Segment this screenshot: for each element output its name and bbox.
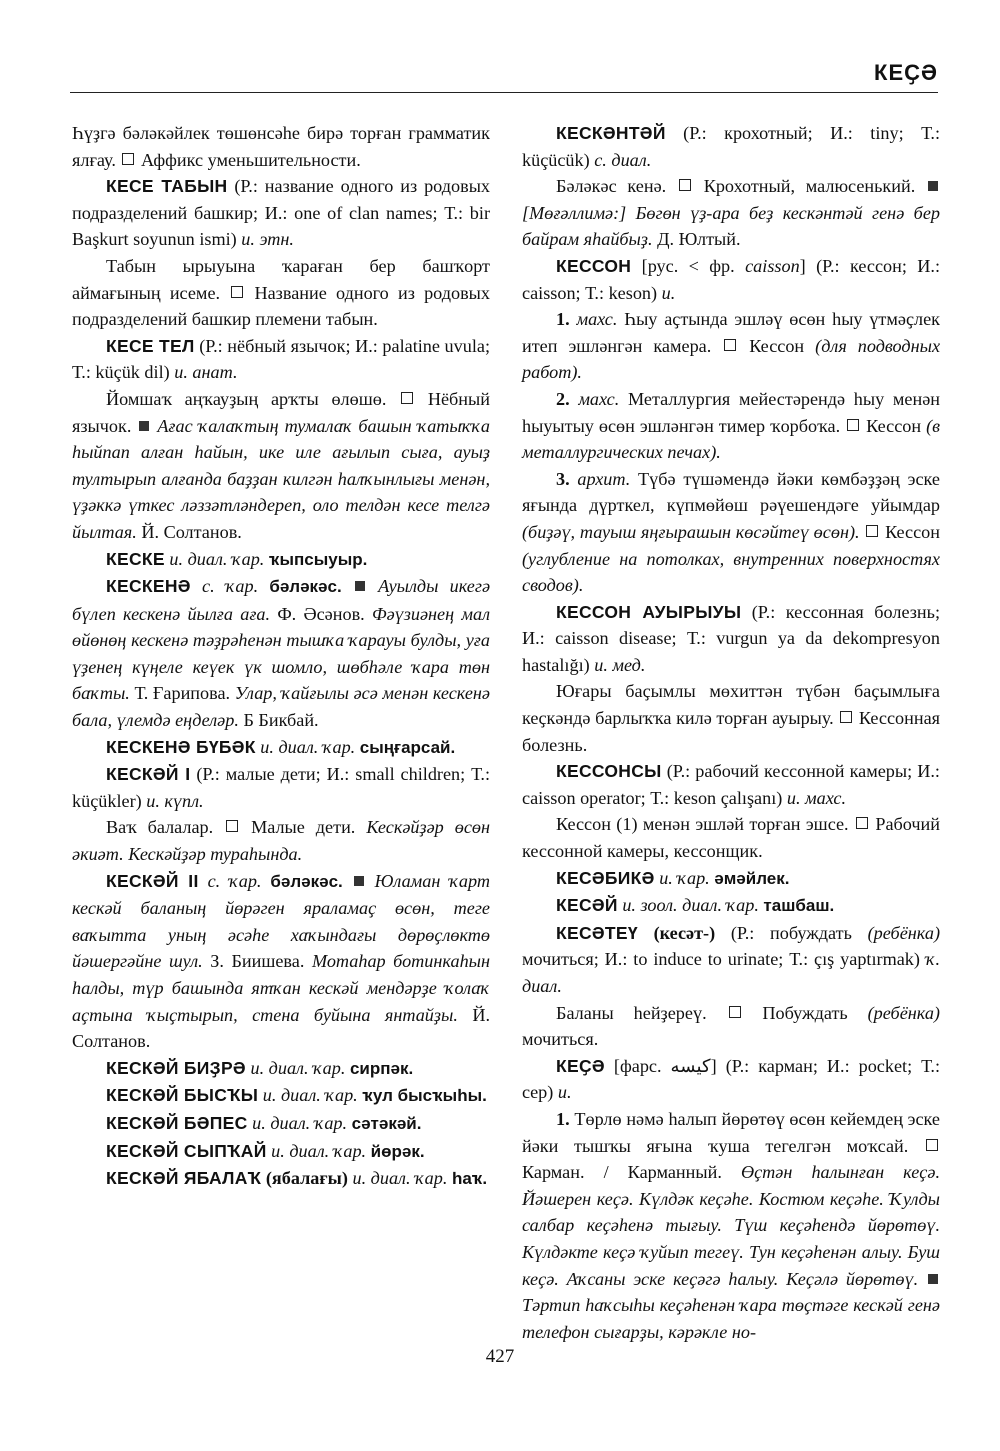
example-text: Ауылды икегә бүлеп кескенә йылға аға.	[72, 576, 491, 624]
square-marker-icon	[926, 1139, 938, 1151]
entry-kese	[522, 1053, 940, 1106]
square-marker-icon	[856, 817, 868, 829]
grammar-label: и. диал. ҡар.	[352, 1168, 448, 1189]
grammar-label: и. диал. ҡар.	[169, 548, 265, 569]
running-head: КЕҪӘ	[874, 60, 938, 85]
grammar-label: и. диал. ҡар.	[260, 736, 356, 757]
grammar-label: махс.	[576, 309, 618, 330]
entry-keskey-yabalak	[72, 1165, 490, 1193]
entry-kesson	[522, 253, 940, 306]
sense-number: 2.	[556, 388, 570, 409]
etymology: [рус. < фр.	[641, 255, 735, 276]
grammar-label: и. диал. ҡар.	[250, 1057, 346, 1078]
grammar-label: и. диал. ҡар.	[252, 1112, 348, 1133]
cross-reference: бәләкәс.	[270, 871, 343, 891]
grammar-label: и. махс.	[786, 787, 846, 808]
definition-text: Кессон (1) менән эшләй торған эшсе.	[556, 814, 849, 835]
entry-continuation	[72, 120, 490, 173]
grammar-label: и. этн.	[241, 229, 294, 250]
headword: КЕСКӘЙ БӘПЕС	[106, 1112, 248, 1133]
entry-keseteu	[522, 920, 940, 1000]
headword: КЕСКЕНӘ БҮБӘК	[106, 736, 256, 757]
definition-text: Йомшаҡ аңҡауҙың арҡты өлөшө.	[106, 388, 387, 409]
headword: КЕСЕ ТАБЫН	[106, 176, 228, 197]
etymology: [фарс.	[613, 1055, 662, 1076]
russian-translation: Малые дети.	[251, 817, 356, 838]
entry-kesey	[522, 892, 940, 920]
example-source: З. Биишева.	[210, 951, 305, 972]
example-marker-icon	[139, 421, 149, 431]
entry-kese-tel	[72, 333, 490, 386]
entry-kese-tabyn-def	[72, 253, 490, 333]
example-text: Фәүзиәнең мал өйөнөң кескенә тәҙрәһенән тышҡа ҡарауы булды, уға үҙенең күңеле кеүек үк шомло, шөбһәле ҡара төн баҡты.	[72, 603, 491, 704]
example-marker-icon	[355, 581, 365, 591]
entry-keskentey-def	[522, 173, 940, 253]
definition-text: Баланы һейҙереү.	[556, 1002, 707, 1023]
square-marker-icon	[724, 339, 736, 351]
entry-keskene	[72, 573, 490, 734]
entry-keske	[72, 546, 490, 574]
headword: КЕСКӘЙ СЫПҠАЙ	[106, 1140, 267, 1161]
entry-keskey-bepes	[72, 1110, 490, 1138]
entry-kesson-sense-2	[522, 386, 940, 466]
russian-translation: Название одного из родовых подразделений башкир племени табын.	[72, 282, 490, 330]
translations: (Р.: название одного из родовых подразделений башкир; И.: one of clan names; Т.: bir Başkurt soyunun ismi)	[72, 176, 491, 250]
grammar-label: ҡ. диал.	[522, 949, 941, 996]
headword: КЕСКӘЙ II	[106, 870, 199, 891]
stem-form: (кесәт-)	[653, 922, 716, 943]
entry-keskey-1	[72, 761, 490, 814]
left-column	[72, 120, 490, 1193]
square-marker-icon	[231, 286, 243, 298]
entry-kesebike	[522, 865, 940, 893]
square-marker-icon	[226, 820, 238, 832]
headword: КЕСӘЙ	[556, 895, 618, 916]
header-rule	[70, 92, 938, 93]
entry-keskentey	[522, 120, 940, 173]
definition-text: Табын ырыуына ҡараған бер башҡорт аймағының исеме.	[72, 255, 490, 303]
grammar-label: и. күпл.	[146, 790, 204, 811]
translations: мочиться; И.: to induce to urinate; Т.: çış yaptırmak)	[522, 949, 920, 970]
russian-translation: Рабочий кессонной камеры, кессонщик.	[522, 814, 941, 862]
russian-gloss: (в металлургических печах).	[522, 415, 941, 463]
example-text: Кескәйҙәр өсөн әкиәт. Кескәйҙәр тураһында.	[72, 817, 491, 865]
grammar-label: и. диал. ҡар.	[262, 1085, 358, 1106]
headword: КЕСЕ ТЕЛ	[106, 335, 195, 356]
headword: КЕССОН АУЫРЫУЫ	[556, 601, 742, 622]
example-source: Т. Ғарипова.	[134, 683, 231, 704]
grammar-label: и.	[661, 282, 676, 303]
example-text: Мотаһар ботинкаһын һалды, түр башында ятҡан кескәй мендәрҙе ҡолаҡ аҫтына ҡыҫтырып, стена буйына янтайҙы.	[72, 951, 491, 1025]
example-text: Өҫтән һалынған кеҫә. Йәшерен кеҫә. Күлдәк кеҫәһе. Костюм кеҫәһе. Ҡулды салбар кеҫәһенә тығыу. Түш кеҫәһендә йөрөтөү. Күлдәкте кеҫә ҡуйып тегеү. Тун кеҫәһенән алыу. Буш кеҫә. Аҡсаны эске кеҫәгә һалыу. Кеҫәлә йөрөтөү.	[522, 1162, 940, 1289]
headword: КЕСӘБИКӘ	[556, 867, 655, 888]
translations: (Р.: крохотный; И.: tiny; Т.: küçücük)	[522, 123, 940, 170]
entry-keskey-1-def	[72, 814, 490, 867]
page-number: 427	[485, 1346, 515, 1367]
russian-translation: Кессон	[749, 335, 805, 356]
cross-reference: ҡыпсыуыр.	[268, 549, 368, 569]
entry-keskey-sypkay	[72, 1138, 490, 1166]
grammar-label: и. ҡар.	[659, 867, 710, 888]
entry-keskene-bybek	[72, 734, 490, 762]
example-marker-icon	[928, 181, 938, 191]
entry-kese-sense-1	[522, 1106, 940, 1345]
variant-form: (ябалағы)	[265, 1168, 348, 1189]
headword: КЕСКӘЙ БИҘРӘ	[106, 1057, 246, 1078]
russian-translation: Кессонная болезнь.	[522, 708, 941, 755]
entry-kesson-sense-1	[522, 306, 940, 386]
grammar-label: и.	[557, 1082, 572, 1103]
russian-translation: Карман. / Карманный.	[522, 1162, 722, 1183]
example-text: Улар, ҡайғылы әсә менән кескенә бала, үлемдә еңделәр.	[72, 683, 491, 731]
entry-keskey-byshky	[72, 1082, 490, 1110]
entry-keseteu-def	[522, 1000, 940, 1053]
definition-text: Ваҡ балалар.	[106, 817, 214, 838]
headword: КЕСКЕНӘ	[106, 576, 191, 597]
definition-gloss: (биҙәү, тауыш яңғырашын көсәйтеү өсөн).	[522, 521, 860, 542]
grammar-label: с. ҡар.	[202, 576, 259, 597]
etymon: caisson	[745, 255, 800, 276]
definition-text: Төрлө нәмә һалып йөрөтөү өсөн кейемдең эске йәки тышҡы яғына ҡуша тегелгән моҡсай.	[522, 1108, 941, 1156]
example-text: [Мөғәллимә:] Бөгөн үҙ-ара беҙ кескәнтәй генә бер байрам яһайбыҙ.	[522, 202, 940, 250]
grammar-label: и. зоол. диал. ҡар.	[622, 895, 759, 916]
example-source: Ф. Әсәнов.	[277, 603, 365, 624]
sense-number: 1.	[556, 309, 570, 330]
cross-reference: бәләкәс.	[269, 577, 342, 597]
translations: ] (Р.: кессон; И.: caisson; Т.: keson)	[522, 255, 941, 303]
translations: (Р.: малые дети; И.: small children; Т.: küçükler)	[72, 764, 490, 811]
russian-translation: Кессон	[885, 521, 941, 542]
headword: КЕССОНСЫ	[556, 761, 662, 782]
russian-translation: Кессон	[866, 415, 922, 436]
entry-kessonsy-def	[522, 811, 940, 864]
grammar-label: с. ҡар.	[207, 870, 262, 891]
russian-gloss: (ребёнка)	[867, 1002, 940, 1023]
grammar-label: с. диал.	[594, 149, 652, 170]
entry-keskey-2	[72, 868, 490, 1055]
cross-reference: сирпәк.	[349, 1058, 414, 1078]
russian-gloss: (для подводных работ).	[522, 335, 941, 383]
cross-reference: йөрәк.	[370, 1141, 425, 1161]
cross-reference: әмәйлек.	[714, 868, 790, 888]
sense-number: 1.	[556, 1108, 570, 1129]
example-text: Тәртип һаҡсыһы кеҫәһенән ҡара төҫтәге кескәй генә телефон сығарҙы, кәрәкле но-	[522, 1295, 940, 1342]
russian-translation: Крохотный, малюсенький.	[703, 176, 916, 197]
example-marker-icon	[928, 1274, 938, 1284]
headword: КЕСКӘНТӘЙ	[556, 123, 666, 143]
translations: (Р.: побуждать	[730, 922, 852, 943]
square-marker-icon	[866, 525, 878, 537]
grammar-label: и. мед.	[594, 654, 646, 675]
russian-translation: Нёбный язычок.	[72, 388, 490, 436]
cross-reference: ҡул бысҡыһы.	[362, 1086, 487, 1106]
definition-text: Һүҙгә бәләкәйлек төшөнсәһе бирә торған грамматик ялғау.	[72, 123, 490, 170]
headword: КЕҪӘ	[556, 1055, 605, 1076]
square-marker-icon	[840, 711, 852, 723]
sense-number: 3.	[556, 468, 570, 489]
etymon: كيسه	[670, 1055, 711, 1076]
headword: КЕСКЕ	[106, 548, 165, 569]
headword: КЕССОН	[556, 255, 632, 276]
example-text: Ағас ҡалаҡтың тумалаҡ башын ҡатыҡҡа һыйпап алған һайын, ике иле ағылып сыға, ауыҙ тултырып алғанда баҙҙан килгән һалҡынлығы менән, үҙәккә үткес ләззәтләндереп, оло телдән кесе телгә йылтая.	[72, 415, 491, 542]
example-source: Й. Солтанов.	[72, 1004, 491, 1052]
definition-text: Металлургия мейестәрендә һыу менән һыуытыу өсөн эшләнгән тимер ҡорбоҡа.	[522, 388, 941, 436]
headword: КЕСКӘЙ БЫСҠЫ	[106, 1085, 259, 1106]
headword: КЕСКӘЙ I	[106, 764, 191, 785]
russian-gloss: (углубление на потолках, внутренних поверхностях сводов).	[522, 548, 940, 596]
right-column	[522, 120, 940, 1345]
cross-reference: һаҡ.	[451, 1169, 488, 1189]
translations: (Р.: кессонная болезнь; И.: caisson disease; Т.: vurgun ya da dekompresyon hastalığı)	[522, 601, 941, 675]
entry-kessonsy	[522, 758, 940, 811]
example-source: Й. Солтанов.	[141, 521, 242, 542]
translations: (Р.: рабочий кессонной камеры; И.: caisson operator; Т.: keson çalışanı)	[522, 761, 940, 808]
entry-kesson-auyryuy	[522, 599, 940, 679]
square-marker-icon	[122, 153, 134, 165]
russian-translation: Аффикс уменьшительности.	[140, 149, 361, 170]
cross-reference: ташбаш.	[763, 896, 835, 916]
translations-gloss: (ребёнка)	[867, 922, 941, 943]
definition-text: Юғары баҫымлы мөхиттән түбән баҫымлыға кеҫкәндә барлыҡҡа килә торған ауырыу.	[522, 681, 940, 729]
example-text: Юламан ҡарт кескәй баланың йөрәген яраламаҫ өсөн, теге ваҡытта уның әсәһе хаҡындағы дөрөҫлөктө йәшергәйне шул.	[72, 870, 490, 972]
example-source: Б Бикбай.	[243, 710, 319, 731]
square-marker-icon	[729, 1006, 741, 1018]
headword: КЕСӘТЕҮ	[556, 922, 638, 943]
example-source: Д. Юлтый.	[657, 229, 741, 250]
square-marker-icon	[679, 179, 691, 191]
entry-kese-tel-def	[72, 386, 490, 546]
russian-translation: Побуждать	[762, 1002, 848, 1023]
entry-kesson-auyryuy-def	[522, 678, 940, 758]
definition-text: Һыу аҫтында эшләү өсөн һыу үтмәҫлек итеп эшләнгән камера.	[522, 309, 941, 356]
grammar-label: и. анат.	[174, 362, 238, 383]
square-marker-icon	[847, 419, 859, 431]
russian-translation: мочиться.	[522, 1029, 599, 1050]
definition-text: Бәләкәс кенә.	[556, 176, 667, 197]
entry-kese-tabyn	[72, 173, 490, 253]
grammar-label: архит.	[577, 468, 631, 489]
entry-kesson-sense-3	[522, 466, 940, 599]
definition-text: Түбә түшәмендә йәки көмбәҙҙәң эске яғында дүрткел, күпмөйөш рәүешендәге уйымдар	[522, 468, 940, 516]
translations: ] (Р.: карман; И.: pocket; Т.: cep)	[522, 1055, 941, 1103]
translations: (Р.: нёбный язычок; И.: palatine uvula; Т.: küçük dil)	[72, 335, 491, 383]
grammar-label: и. диал. ҡар.	[271, 1140, 367, 1161]
example-marker-icon	[354, 876, 364, 886]
headword: КЕСКӘЙ ЯБАЛАҠ	[106, 1168, 262, 1189]
cross-reference: сыңғарсай.	[359, 737, 456, 757]
cross-reference: сәтәкәй.	[351, 1113, 422, 1133]
square-marker-icon	[401, 392, 413, 404]
entry-keskey-bizre	[72, 1055, 490, 1083]
grammar-label: махс.	[578, 388, 620, 409]
